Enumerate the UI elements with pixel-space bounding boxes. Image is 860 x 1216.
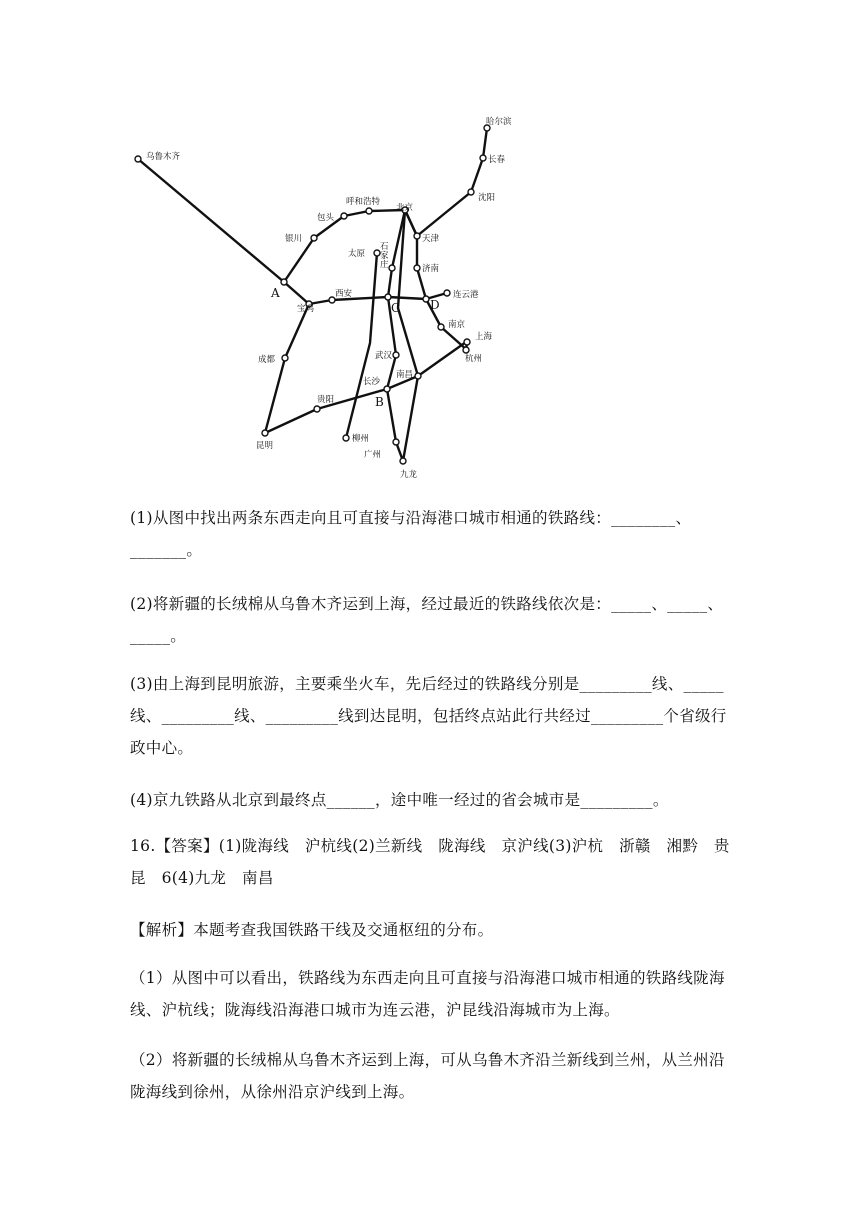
- question-4-end: 。: [652, 791, 669, 809]
- label-baoji: 宝鸡: [297, 304, 315, 314]
- station-node-wuhan: [393, 352, 399, 358]
- question-2-text: (2)将新疆的长绒棉从乌鲁木齐运到上海，经过最近的铁路线依次是：: [130, 595, 612, 613]
- label-changchun: 长春: [488, 155, 506, 165]
- question-4-text: (4)京九铁路从北京到最终点: [130, 791, 327, 809]
- station-node-yinchuan: [311, 235, 317, 241]
- station-nodes: [135, 125, 490, 464]
- label-liuzhou: 柳州: [352, 434, 370, 444]
- railway-map: [120, 108, 520, 480]
- label-lianyungang: 连云港: [453, 290, 479, 300]
- station-node-a: [281, 279, 287, 285]
- station-node-guangzhou: [393, 439, 399, 445]
- station-node-hohhot: [366, 208, 372, 214]
- station-node-nanchang: [415, 373, 421, 379]
- answer: [130, 830, 735, 894]
- answer-content: (1)陇海线 沪杭线(2)兰新线 陇海线 京沪线(3)沪杭 浙赣 湘黔 贵昆 6(4)九龙 南昌: [130, 837, 730, 887]
- analysis-label: 【解析】: [130, 921, 194, 939]
- label-changsha: 长沙: [363, 377, 381, 387]
- taijiao-jiaoliu-line: [346, 253, 377, 438]
- label-shijiazhuang: 石家庄: [380, 242, 389, 270]
- letter-d: D: [430, 298, 440, 312]
- label-jinan: 济南: [422, 264, 440, 274]
- label-guangzhou: 广州: [364, 450, 382, 460]
- question-3: [130, 668, 735, 764]
- question-1-text: (1)从图中找出两条东西走向且可直接与沿海港口城市相通的铁路线：: [130, 509, 612, 527]
- question-4-blank-2: _________: [580, 791, 653, 809]
- station-node-tianjin: [414, 233, 420, 239]
- jingjiu-line: [398, 210, 418, 461]
- question-2-blank-2: _____: [667, 595, 708, 613]
- question-1: [130, 502, 735, 566]
- question-3-blank-1: _________: [579, 675, 652, 693]
- station-node-shijiazhuang: [389, 265, 395, 271]
- station-node-liuzhou: [343, 435, 349, 441]
- railway-lines: [138, 128, 487, 461]
- label-chengdu: 成都: [258, 355, 276, 365]
- analysis-paragraph-2: （2）将新疆的长绒棉从乌鲁木齐运到上海，可从乌鲁木齐沿兰新线到兰州，从兰州沿陇海线到徐州，从徐州沿京沪线到上海。: [130, 1051, 725, 1101]
- question-1-blank-1: ________: [611, 509, 676, 527]
- question-2-blank-3: _____: [130, 627, 171, 645]
- letter-a: A: [271, 286, 280, 300]
- station-node-chengdu: [282, 355, 288, 361]
- label-taiyuan: 太原: [348, 249, 366, 259]
- question-4-blank-1: ______: [326, 791, 375, 809]
- label-hangzhou: 杭州: [465, 354, 483, 364]
- question-3-text-3: 线、: [234, 707, 266, 725]
- label-nanchang: 南昌: [396, 370, 414, 380]
- question-1-end: 。: [186, 541, 203, 559]
- station-node-hangzhou: [463, 347, 469, 353]
- question-3-blank-3: _________: [161, 707, 235, 725]
- lanxin-line: [138, 159, 284, 282]
- question-3-blank-5: _________: [590, 707, 664, 725]
- analysis-content: 本题考查我国铁路干线及交通枢纽的分布。: [193, 921, 494, 939]
- label-xian: 西安: [335, 289, 353, 299]
- station-node-baotou: [341, 213, 347, 219]
- question-3-text-4: 线到达昆明，包括终点站此行共经过: [338, 707, 591, 725]
- question-2-end: 。: [170, 627, 187, 645]
- label-nanjing: 南京: [448, 320, 466, 330]
- label-beijing: 北京: [396, 203, 414, 213]
- label-kunming: 昆明: [256, 441, 274, 451]
- question-3-text: (3)由上海到昆明旅游，主要乘坐火车，先后经过的铁路线分别是: [130, 675, 580, 693]
- label-yinchuan: 银川: [285, 234, 303, 244]
- label-shanghai: 上海: [475, 332, 493, 342]
- station-node-shanghai: [464, 339, 470, 345]
- station-node-shenyang: [468, 189, 474, 195]
- label-urumqi: 乌鲁木齐: [146, 152, 181, 162]
- station-node-urumqi: [135, 156, 141, 162]
- station-node-d: [423, 296, 429, 302]
- question-3-text-2: 线、: [130, 707, 162, 725]
- question-4: [130, 784, 735, 816]
- label-shenyang: 沈阳: [478, 193, 496, 203]
- label-kowloon: 九龙: [400, 470, 418, 480]
- jingha-line: [405, 128, 487, 236]
- station-node-kowloon: [400, 458, 406, 464]
- label-baotou: 包头: [317, 213, 335, 223]
- question-1-blank-2: _______: [130, 541, 187, 559]
- label-hohhot: 呼和浩特: [346, 197, 381, 207]
- label-guiyang: 贵阳: [317, 395, 335, 405]
- question-3-blank-4: _________: [265, 707, 339, 725]
- letter-c: C: [391, 301, 401, 315]
- letter-markers: [270, 286, 440, 409]
- station-node-lianyungang: [444, 290, 450, 296]
- station-node-kunming: [262, 430, 268, 436]
- station-node-guiyang: [314, 406, 320, 412]
- baocheng-chengkun-line: [265, 304, 309, 433]
- question-3-text-5: 个省级行政中心。: [130, 707, 727, 757]
- question-3-blank-2: _____: [683, 675, 724, 693]
- station-node-jinan: [414, 265, 420, 271]
- answer-label: 16.【答案】: [130, 837, 219, 855]
- label-harbin: 哈尔滨: [486, 117, 512, 127]
- station-node-changchun: [480, 155, 486, 161]
- question-2-separator-1: 、: [651, 595, 668, 613]
- label-wuhan: 武汉: [375, 351, 393, 361]
- station-node-b: [384, 386, 390, 392]
- label-tianjin: 天津: [422, 234, 440, 244]
- zhegan-line: [387, 342, 466, 389]
- station-node-nanjing: [438, 324, 444, 330]
- station-node-c: [385, 294, 391, 300]
- question-2-blank-1: _____: [611, 595, 652, 613]
- analysis-intro: [130, 914, 735, 946]
- question-1-separator: 、: [675, 509, 692, 527]
- question-3-text-1: 线、: [651, 675, 684, 693]
- question-2: [130, 588, 735, 652]
- question-4-text-1: ，途中唯一经过的省会城市是: [374, 791, 581, 809]
- letter-b: B: [375, 395, 384, 409]
- analysis-paragraph-1: （1）从图中可以看出，铁路线为东西走向且可直接与沿海港口城市相通的铁路线陇海线、沪杭线；陇海线沿海港口城市为连云港，沪昆线沿海城市为上海。: [130, 969, 725, 1019]
- question-2-separator-2: 、: [707, 595, 724, 613]
